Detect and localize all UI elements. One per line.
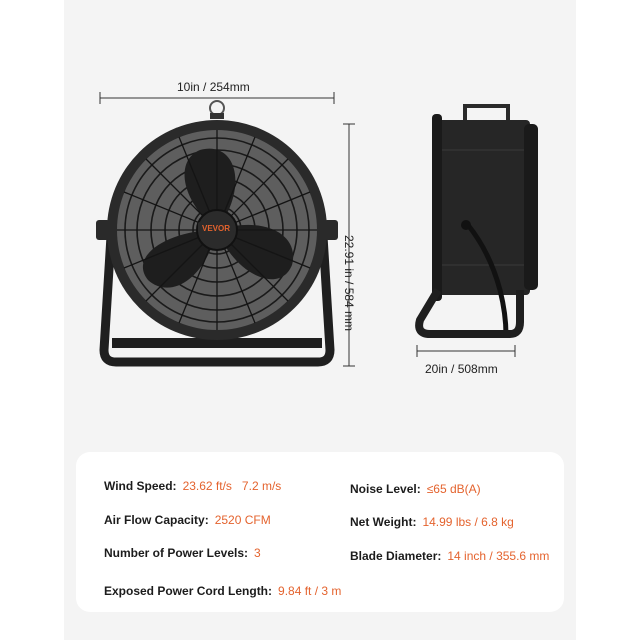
width-label: 10in / 254mm	[177, 80, 250, 94]
spec-label: Exposed Power Cord Length:	[104, 584, 273, 598]
spec-value: 9.84 ft / 3 m	[278, 584, 342, 598]
fan-front-view	[96, 101, 338, 362]
spec-power-levels	[104, 546, 261, 560]
spec-label: Net Weight:	[350, 515, 417, 529]
hook-icon	[210, 101, 224, 115]
spec-value: 14 inch / 355.6 mm	[447, 549, 550, 563]
spec-value: 2520 CFM	[214, 513, 271, 527]
spec-label: Air Flow Capacity:	[104, 513, 209, 527]
spec-cord-length	[104, 584, 341, 598]
spec-noise-level	[350, 482, 481, 496]
depth-label: 20in / 508mm	[425, 362, 498, 376]
spec-label: Noise Level:	[350, 482, 421, 496]
height-label: 22.91 in / 584 mm	[342, 235, 356, 332]
spec-label: Wind Speed:	[104, 479, 177, 493]
fan-side-view	[419, 106, 538, 335]
spec-air-flow	[104, 513, 271, 527]
spec-net-weight	[350, 515, 514, 529]
depth-dimension-line	[417, 345, 515, 357]
fan-drum	[436, 120, 530, 295]
spec-label: Blade Diameter:	[350, 549, 442, 563]
vevor-logo: VEVOR	[201, 224, 231, 233]
spec-value: 3	[254, 546, 261, 560]
spec-blade-diameter	[350, 549, 549, 563]
spec-wind-speed	[104, 479, 281, 493]
carry-handle	[465, 106, 508, 120]
spec-value: 14.99 lbs / 6.8 kg	[422, 515, 514, 529]
spec-label: Number of Power Levels:	[104, 546, 249, 560]
spec-value: 23.62 ft/s 7.2 m/s	[182, 479, 282, 493]
spec-value: ≤65 dB(A)	[426, 482, 481, 496]
